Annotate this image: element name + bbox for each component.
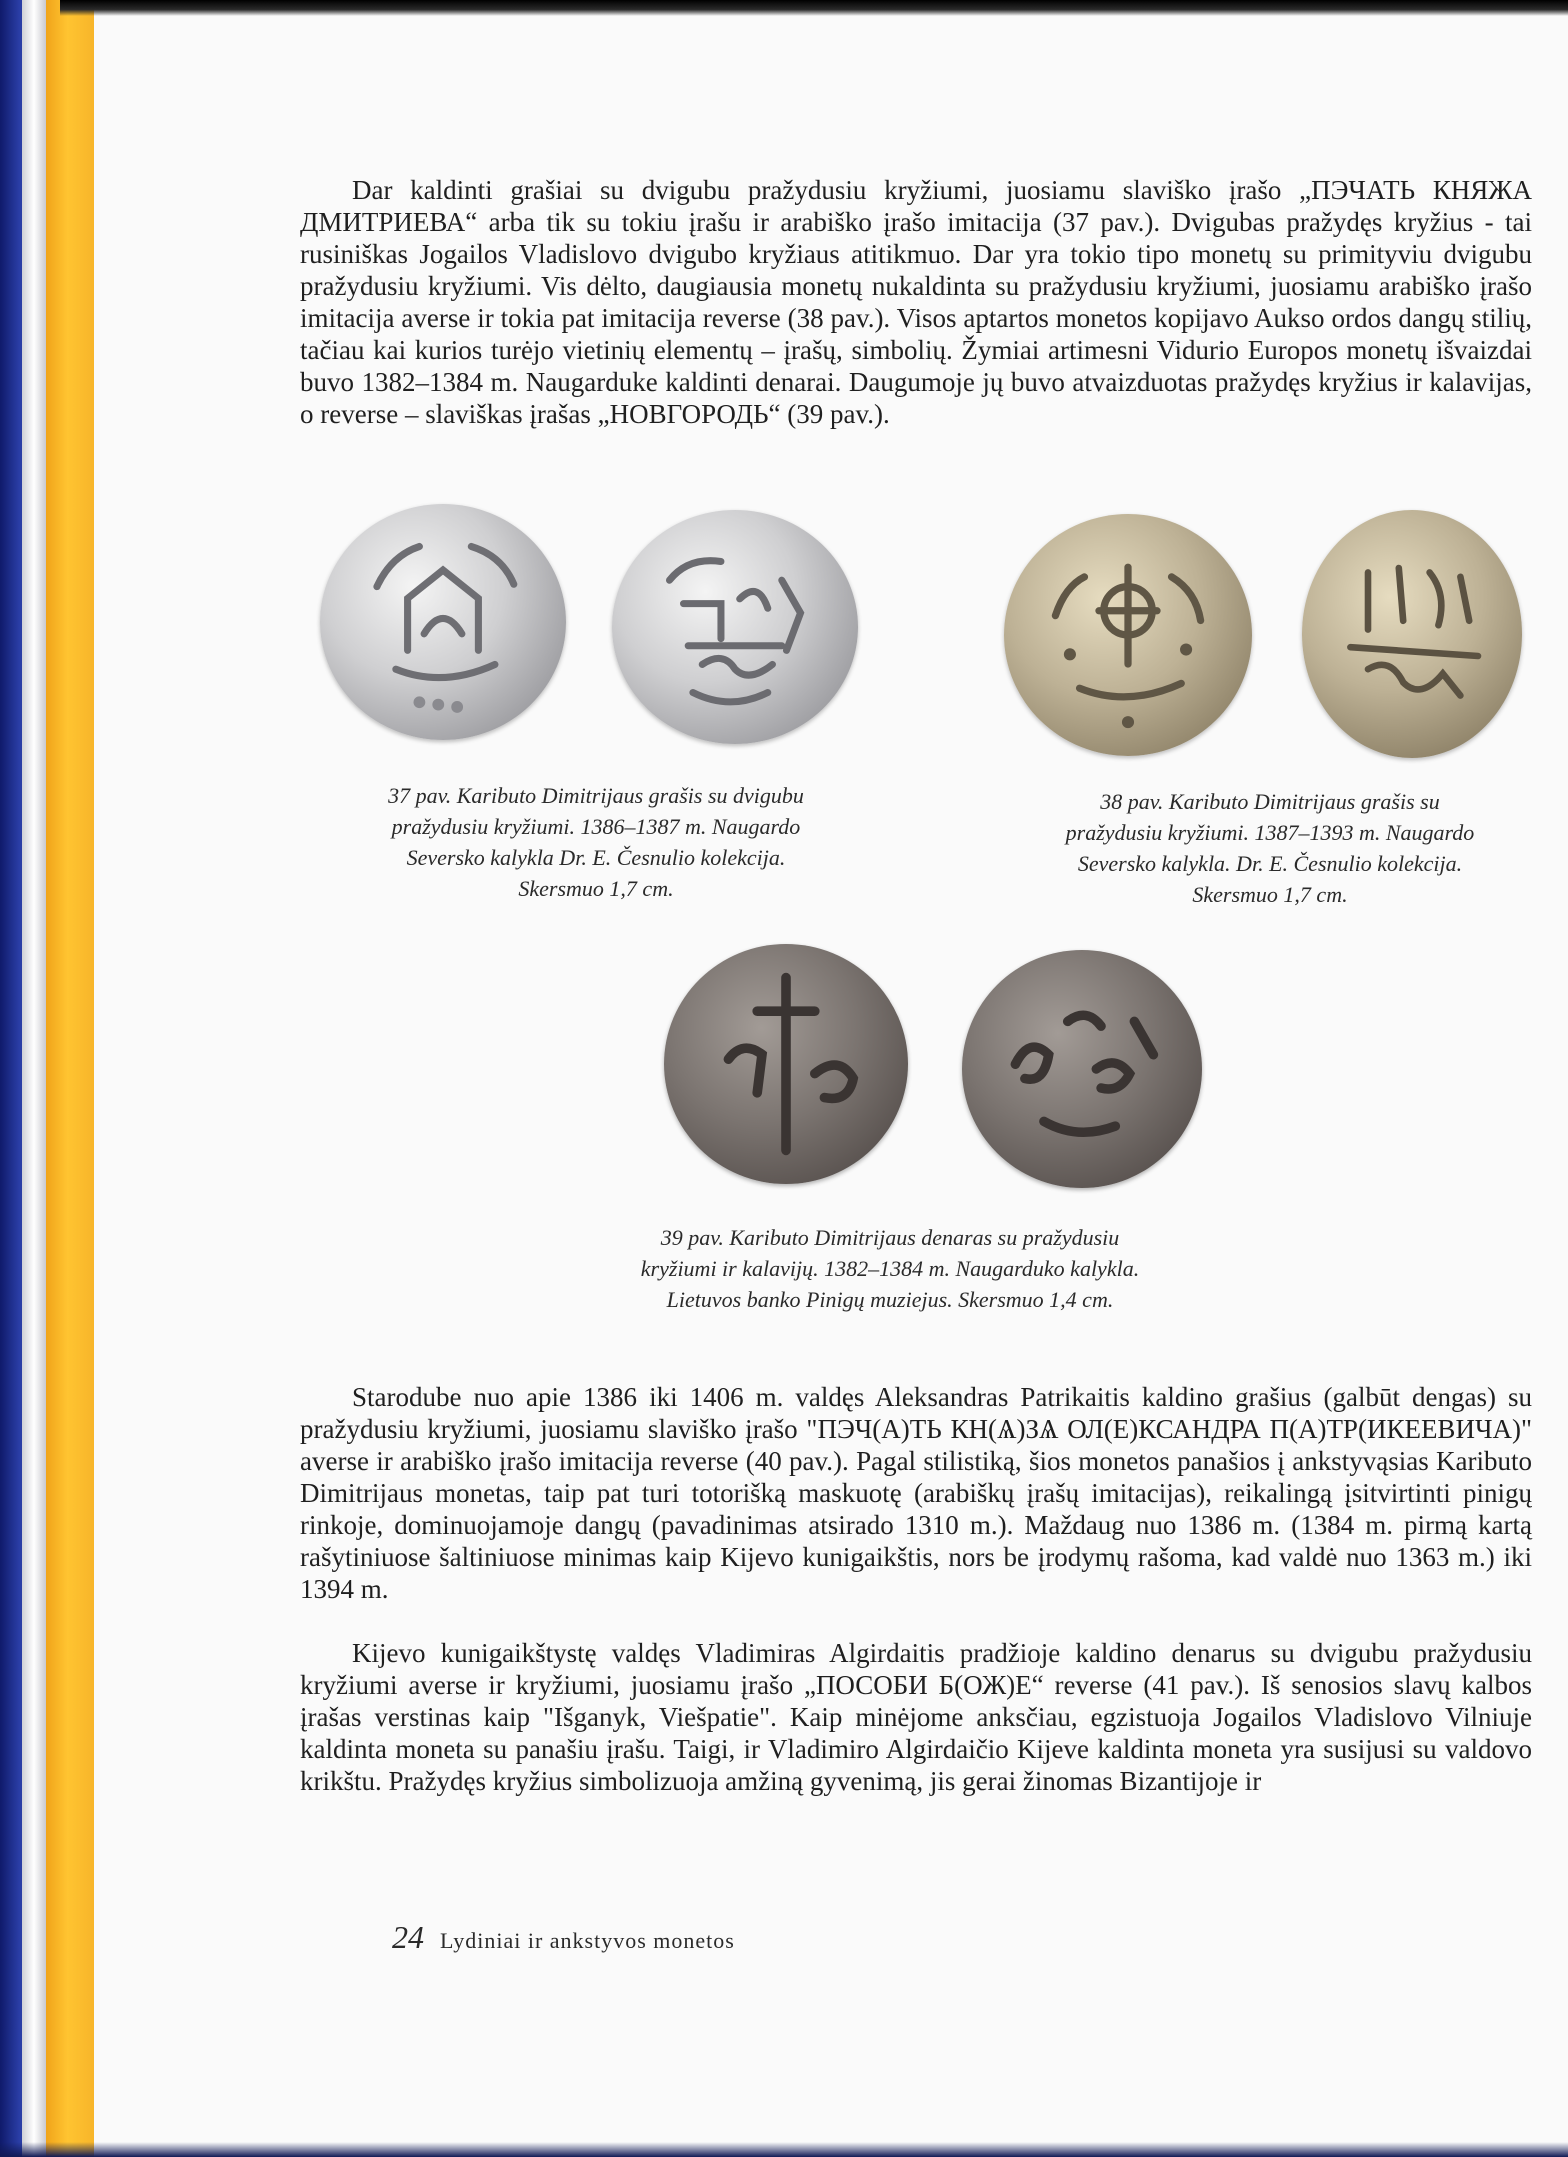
paragraph-starodub: Starodube nuo apie 1386 iki 1406 m. valdęs Aleksandras Patrikaitis kaldino grašius (galbūt dengas) su pražydusiu kryžiumi, juosiamu slaviško įrašo "ПЭЧ(А)ТЬ КН(Ѧ)ЗѦ ОЛ(Е)КСАНДРА П(А)ТР(ИКЕЕВИЧА)" averse ir arabiško įrašo imitacija reverse (40 pav.). Pagal stilistiką, šios monetos panašios į ankstyvąsias Kaributo Dimitrijaus monetas, taip pat turi totorišką maskuotę (arabiškų įrašų imitacijas), reikalingą įsitvirtinti pinigų rinkoje, dominuojamoje dangų (pavadinimas atsirado 1310 m.). Maždaug nuo 1386 m. (1384 m. pirmą kartą rašytiniuose šaltiniuose minimas kaip Kijevo kunigaikštis, nors be įrodymų rašoma, kad valdė nuo 1363 m.) iki 1394 m. [300,1382,1532,1604]
coin-38-reverse [1302,510,1522,758]
caption-38-line-4: Skersmuo 1,7 cm. [1192,882,1348,907]
bottom-text-block [300,1381,1532,1797]
caption-38-line-1: 38 pav. Kaributo Dimitrijaus grašis su [1100,789,1440,814]
caption-39-line-1: 39 pav. Kaributo Dimitrijaus denaras su pražydusiu [660,1225,1120,1250]
coin-37-reverse [612,510,858,744]
book-edge [22,0,46,2157]
caption-38-line-3: Seversko kalykla. Dr. E. Česnulio kolekcija. [1077,851,1463,876]
figure-38-caption [1020,786,1520,910]
bottom-scan-edge [0,2142,1568,2157]
page-footer [392,1919,735,1956]
paragraph-coin-types: Dar kaldinti grašiai su dvigubu pražydusiu kryžiumi, juosiamu slaviško įrašo „ПЭЧАТЬ КНЯЖА ДМИТРИЕВА“ arba tik su tokiu įrašu ir arabiško įrašo imitacija (37 pav.). Dvigubas pražydęs kryžius - tai rusiniškas Jogailos Vladislovo dvigubo kryžiaus atitikmuo. Dar yra tokio tipo monetų su primityviu dvigubu pražydusiu kryžiumi. Vis dėlto, daugiausia monetų nukaldinta su pražydusiu kryžiumi, juosiamu arabiško įrašo imitacija averse ir tokia pat imitacija reverse (38 pav.). Visos aptartos monetos kopijavo Aukso ordos dangų stilių, tačiau kai kurios turėjo vietinių elementų – įrašų, simbolių. Žymiai artimesni Vidurio Europos monetų išvaizdai buvo 1382–1384 m. Naugarduke kaldinti denarai. Daugumoje jų buvo atvaizduotas pražydęs kryžius ir kalavijas, o reverse – slaviškas įrašas „НОВГОРОДЬ“ (39 pav.). [300,175,1532,429]
figure-39-caption [600,1222,1180,1315]
caption-37-line-3: Seversko kalykla Dr. E. Česnulio kolekcija. [406,845,786,870]
coin-37-obverse [320,504,566,740]
running-title: Lydiniai ir ankstyvos monetos [440,1928,735,1953]
page-number: 24 [392,1919,424,1955]
yellow-margin-band [46,0,94,2157]
coin-39-obverse [664,944,908,1184]
paragraph-kiev: Kijevo kunigaikštystę valdęs Vladimiras Algirdaitis pradžioje kaldino denarus su dvigubu pražydusiu kryžiumi averse ir kryžiumi, juosiamu įrašo „ПОСОБИ Б(ОЖ)Е“ reverse (41 pav.). Iš senosios slavų kalbos įrašas verstinas kaip "Išganyk, Viešpatie". Kaip minėjome anksčiau, egzistuoja Jogailos Vladislovo Vilniuje kaldinta moneta su panašiu įrašu. Taigi, ir Vladimiro Algirdaičio Kijeve kaldinta moneta yra susijusi su valdovo krikštu. Pražydęs kryžius simbolizuoja amžiną gyvenimą, jis gerai žinomas Bizantijoje ir [300,1638,1532,1796]
top-scan-shadow [60,0,1568,16]
caption-37-line-2: pražydusiu kryžiumi. 1386–1387 m. Naugardo [391,814,801,839]
caption-39-line-2: kryžiumi ir kalavijų. 1382–1384 m. Naugarduko kalykla. [640,1256,1140,1281]
caption-38-line-2: pražydusiu kryžiumi. 1387–1393 m. Naugardo [1065,820,1475,845]
caption-39-line-3: Lietuvos banko Pinigų muziejus. Skersmuo 1,4 cm. [666,1287,1114,1312]
caption-37-line-4: Skersmuo 1,7 cm. [518,876,674,901]
coin-38-obverse [1004,514,1252,756]
caption-37-line-1: 37 pav. Kaributo Dimitrijaus grašis su dvigubu [388,783,804,808]
coin-39-reverse [962,950,1202,1188]
top-text-block [300,174,1532,430]
figure-37-caption [336,780,856,904]
